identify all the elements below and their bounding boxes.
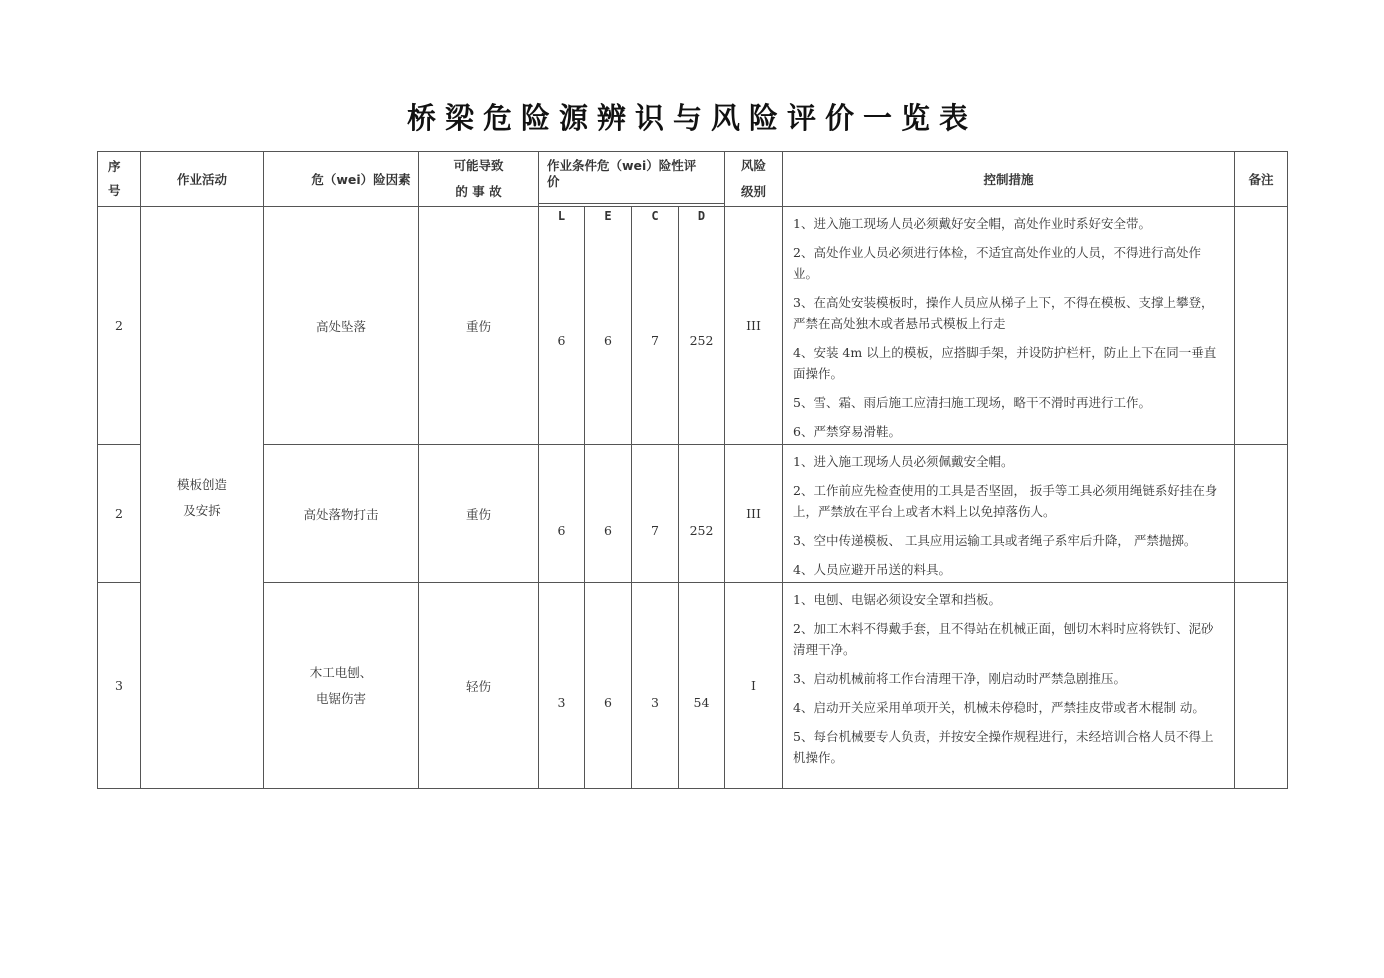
measures-cell: 1、电刨、电锯必须设安全罩和挡板。 2、加工木料不得戴手套，且不得站在机械正面，刨切木料时应将铁钉、泥砂清理干净。 3、启动机械前将工作台清理干净，刚启动时严禁急剧推压。 4、启动开关应采用单项开关，机械未停稳时，严禁挂皮带或者木棍制 动。 5、每台机械要专人负责，并按安全操作规程进行，未经培训合格人员不得上机操作。: [783, 583, 1235, 789]
accident-cell: 重伤: [419, 445, 539, 583]
hazard-cell: 木工电刨、 电锯伤害: [264, 583, 419, 789]
c-cell: 7: [632, 445, 679, 583]
header-evaluation: 作业条件危（wei）险性评 价: [539, 152, 725, 204]
row-seq: 3: [98, 583, 141, 789]
table-row: [98, 583, 1288, 789]
header-risk-level: 风险 级别: [725, 152, 783, 207]
measures-cell: 1、进入施工现场人员必须佩戴安全帽。 2、工作前应先检查使用的工具是否坚固， 扳手等工具必须用绳链系好挂在身上，严禁放在平台上或者木料上以免掉落伤人。 3、空中传递模板、 工具应用运输工具或者绳子系牢后升降， 严禁抛掷。 4、人员应避开吊送的料具。: [783, 445, 1235, 583]
hazard-cell: 高处落物打击: [264, 445, 419, 583]
d-cell: 54: [679, 583, 725, 789]
level-cell: III: [725, 445, 783, 583]
c-cell: 3: [632, 583, 679, 789]
measures-cell: 1、进入施工现场人员必须戴好安全帽，高处作业时系好安全带。 2、高处作业人员必须进行体检，不适宜高处作业的人员，不得进行高处作业。 3、在高处安装模板时，操作人员应从梯子上下，不得在模板、支撑上攀登，严禁在高处独木或者悬吊式模板上行走 4、安装 4m 以上的模板，应搭脚手架，并设防护栏杆，防止上下在同一垂直面操作。 5、雪、霜、雨后施工应清扫施工现场，略干不滑时再进行工作。 6、严禁穿易滑鞋。: [783, 207, 1235, 445]
accident-cell: 轻伤: [419, 583, 539, 789]
level-cell: III: [725, 207, 783, 445]
l-cell: L 6: [539, 207, 585, 445]
risk-table: [97, 151, 1288, 789]
letter-e: E: [604, 209, 612, 223]
level-cell: I: [725, 583, 783, 789]
table-row: [98, 445, 1288, 583]
row-seq: 2: [98, 207, 141, 445]
hazard-cell: 高处坠落: [264, 207, 419, 445]
remarks-cell: [1235, 583, 1288, 789]
e-cell: E 6: [585, 207, 632, 445]
remarks-cell: [1235, 207, 1288, 445]
header-row: [98, 152, 1288, 204]
accident-cell: 重伤: [419, 207, 539, 445]
letter-d: D: [697, 209, 706, 223]
activity-cell: 模板创造 及安拆: [141, 207, 264, 789]
e-cell: 6: [585, 583, 632, 789]
d-cell: D 252: [679, 207, 725, 445]
d-cell: 252: [679, 445, 725, 583]
letter-c: C: [651, 209, 659, 223]
header-seq: 序 号: [98, 152, 141, 207]
page-title: 桥梁危险源辨识与风险评价一览表: [406, 101, 977, 135]
header-accident: 可能导致 的 事 故: [419, 152, 539, 207]
e-cell: 6: [585, 445, 632, 583]
header-remarks: 备注: [1235, 152, 1288, 207]
l-cell: 6: [539, 445, 585, 583]
row-seq: 2: [98, 445, 141, 583]
letter-l: L: [557, 209, 566, 223]
c-cell: C 7: [632, 207, 679, 445]
table-row: [98, 207, 1288, 445]
remarks-cell: [1235, 445, 1288, 583]
header-activity: 作业活动: [141, 152, 264, 207]
l-cell: 3: [539, 583, 585, 789]
header-hazard: 危（wei）险因素: [264, 152, 419, 207]
header-measures: 控制措施: [783, 152, 1235, 207]
